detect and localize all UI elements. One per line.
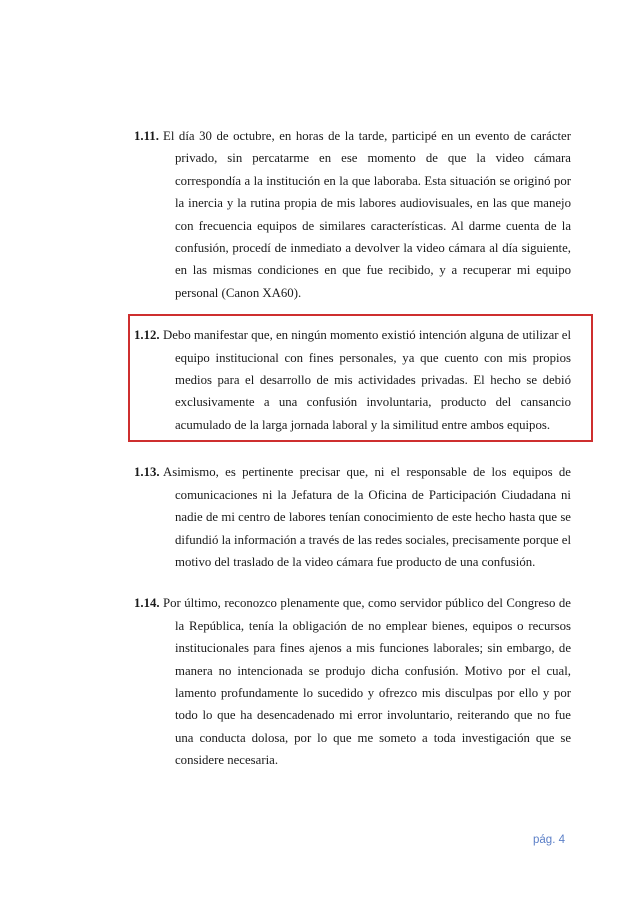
paragraph-1-13 — [134, 461, 571, 573]
paragraph-text: Por último, reconozco plenamente que, como servidor público del Congreso de la República, tenía la obligación de no emplear bienes, equipos o recursos institucionales para fines ajenos a mis funciones laborales; sin embargo, de manera no intencionada se produjo dicha confusión. Motivo por el cual, lamento profundamente lo sucedido y ofrezco mis disculpas por ello y por todo lo que ha desencadenado mi error involuntario, reiterando que no fue una conducta dolosa, por lo que me someto a toda investigación que se considere necesaria. — [163, 596, 571, 768]
paragraph-text: Asimismo, es pertinente precisar que, ni el responsable de los equipos de comunicaciones ni la Jefatura de la Oficina de Participación Ciudadana ni nadie de mi centro de labores tenían conocimiento de este hecho hasta que se difundió la información a través de las redes sociales, precisamente porque el motivo del traslado de la video cámara fue producto de una confusión. — [163, 465, 571, 569]
paragraph-1-11 — [134, 125, 571, 304]
paragraph-1-12 — [134, 324, 571, 436]
paragraph-1-14 — [134, 592, 571, 771]
paragraph-number: 1.11. — [134, 129, 159, 143]
highlight-annotation-box — [128, 314, 593, 442]
paragraph-number: 1.13. — [134, 465, 160, 480]
page-number-footer: pág. 4 — [533, 834, 565, 846]
paragraph-number: 1.14. — [134, 596, 160, 611]
paragraph-text: Debo manifestar que, en ningún momento existió intención alguna de utilizar el equipo institucional con fines personales, ya que cuento con mis propios medios para el desarrollo de mis actividades privadas. El hecho se debió exclusivamente a una confusión involuntaria, producto del cansancio acumulado de la larga jornada laboral y la similitud entre ambos equipos. — [163, 328, 571, 432]
paragraph-number: 1.12. — [134, 328, 160, 343]
paragraph-text: El día 30 de octubre, en horas de la tarde, participé en un evento de carácter privado, sin percatarme en ese momento de que la video cámara correspondía a la institución en la que laboraba. Esta situación se originó por la inercia y la rutina propia de mis labores audiovisuales, en las que manejo con frecuencia equipos de similares características. Al darme cuenta de la confusión, procedí de inmediato a devolver la video cámara al día siguiente, en las mismas condiciones en que fue recibido, y a recuperar mi equipo personal (Canon XA60). — [163, 129, 571, 300]
